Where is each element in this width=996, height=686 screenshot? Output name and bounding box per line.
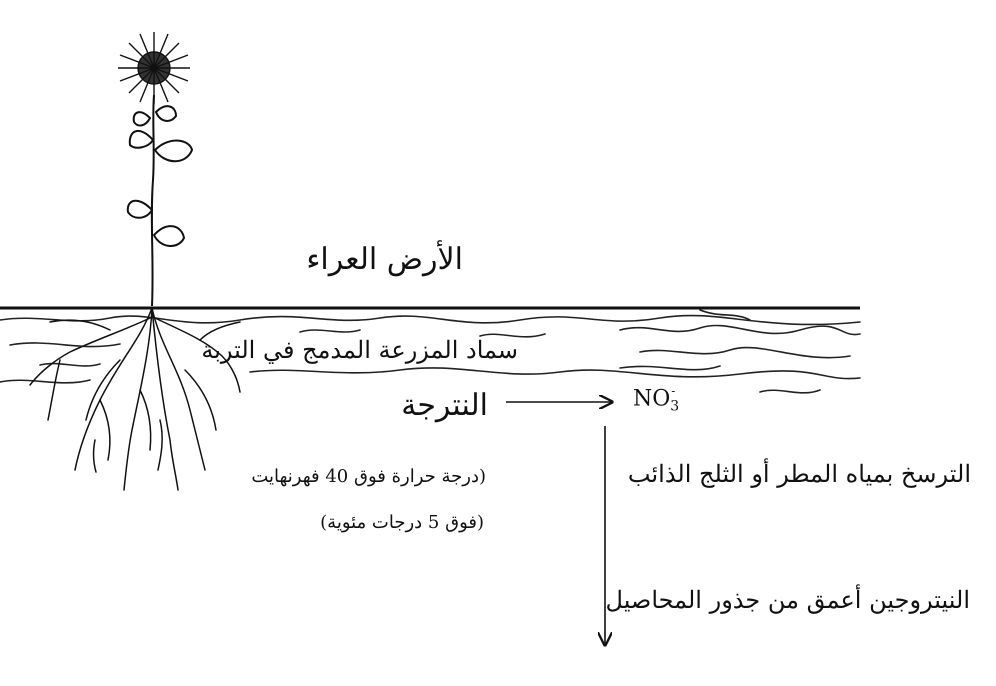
nitrate-subscript: 3 — [670, 398, 680, 415]
temperature-c-label: (فوق 5 درجات مئوية) — [320, 512, 484, 533]
nitrate-superscript: - — [671, 384, 676, 398]
leaching-label: الترسخ بمياه المطر أو الثلج الذائب — [627, 460, 971, 488]
bare-ground-label: الأرض العراء — [306, 242, 463, 277]
plant-leaf — [156, 106, 176, 121]
plant-leaf — [154, 226, 184, 246]
plant-leaf — [128, 201, 152, 218]
manure-in-soil-label: سماد المزرعة المدمج في التربة — [201, 336, 518, 364]
plant-leaf — [130, 131, 153, 148]
nitrate-formula — [633, 386, 683, 415]
plant-stem — [152, 95, 154, 306]
flower-head — [118, 32, 190, 104]
plant — [128, 95, 192, 306]
deep-nitrogen-label: النيتروجين أعمق من جذور المحاصيل — [605, 586, 970, 614]
plant-leaf — [155, 141, 192, 162]
temperature-f-label: (درجة حرارة فوق 40 فهرنهايت — [251, 466, 486, 487]
nitrate-base: NO — [633, 386, 671, 412]
plant-leaf — [134, 112, 150, 125]
nitrification-label: النترجة — [401, 388, 488, 423]
